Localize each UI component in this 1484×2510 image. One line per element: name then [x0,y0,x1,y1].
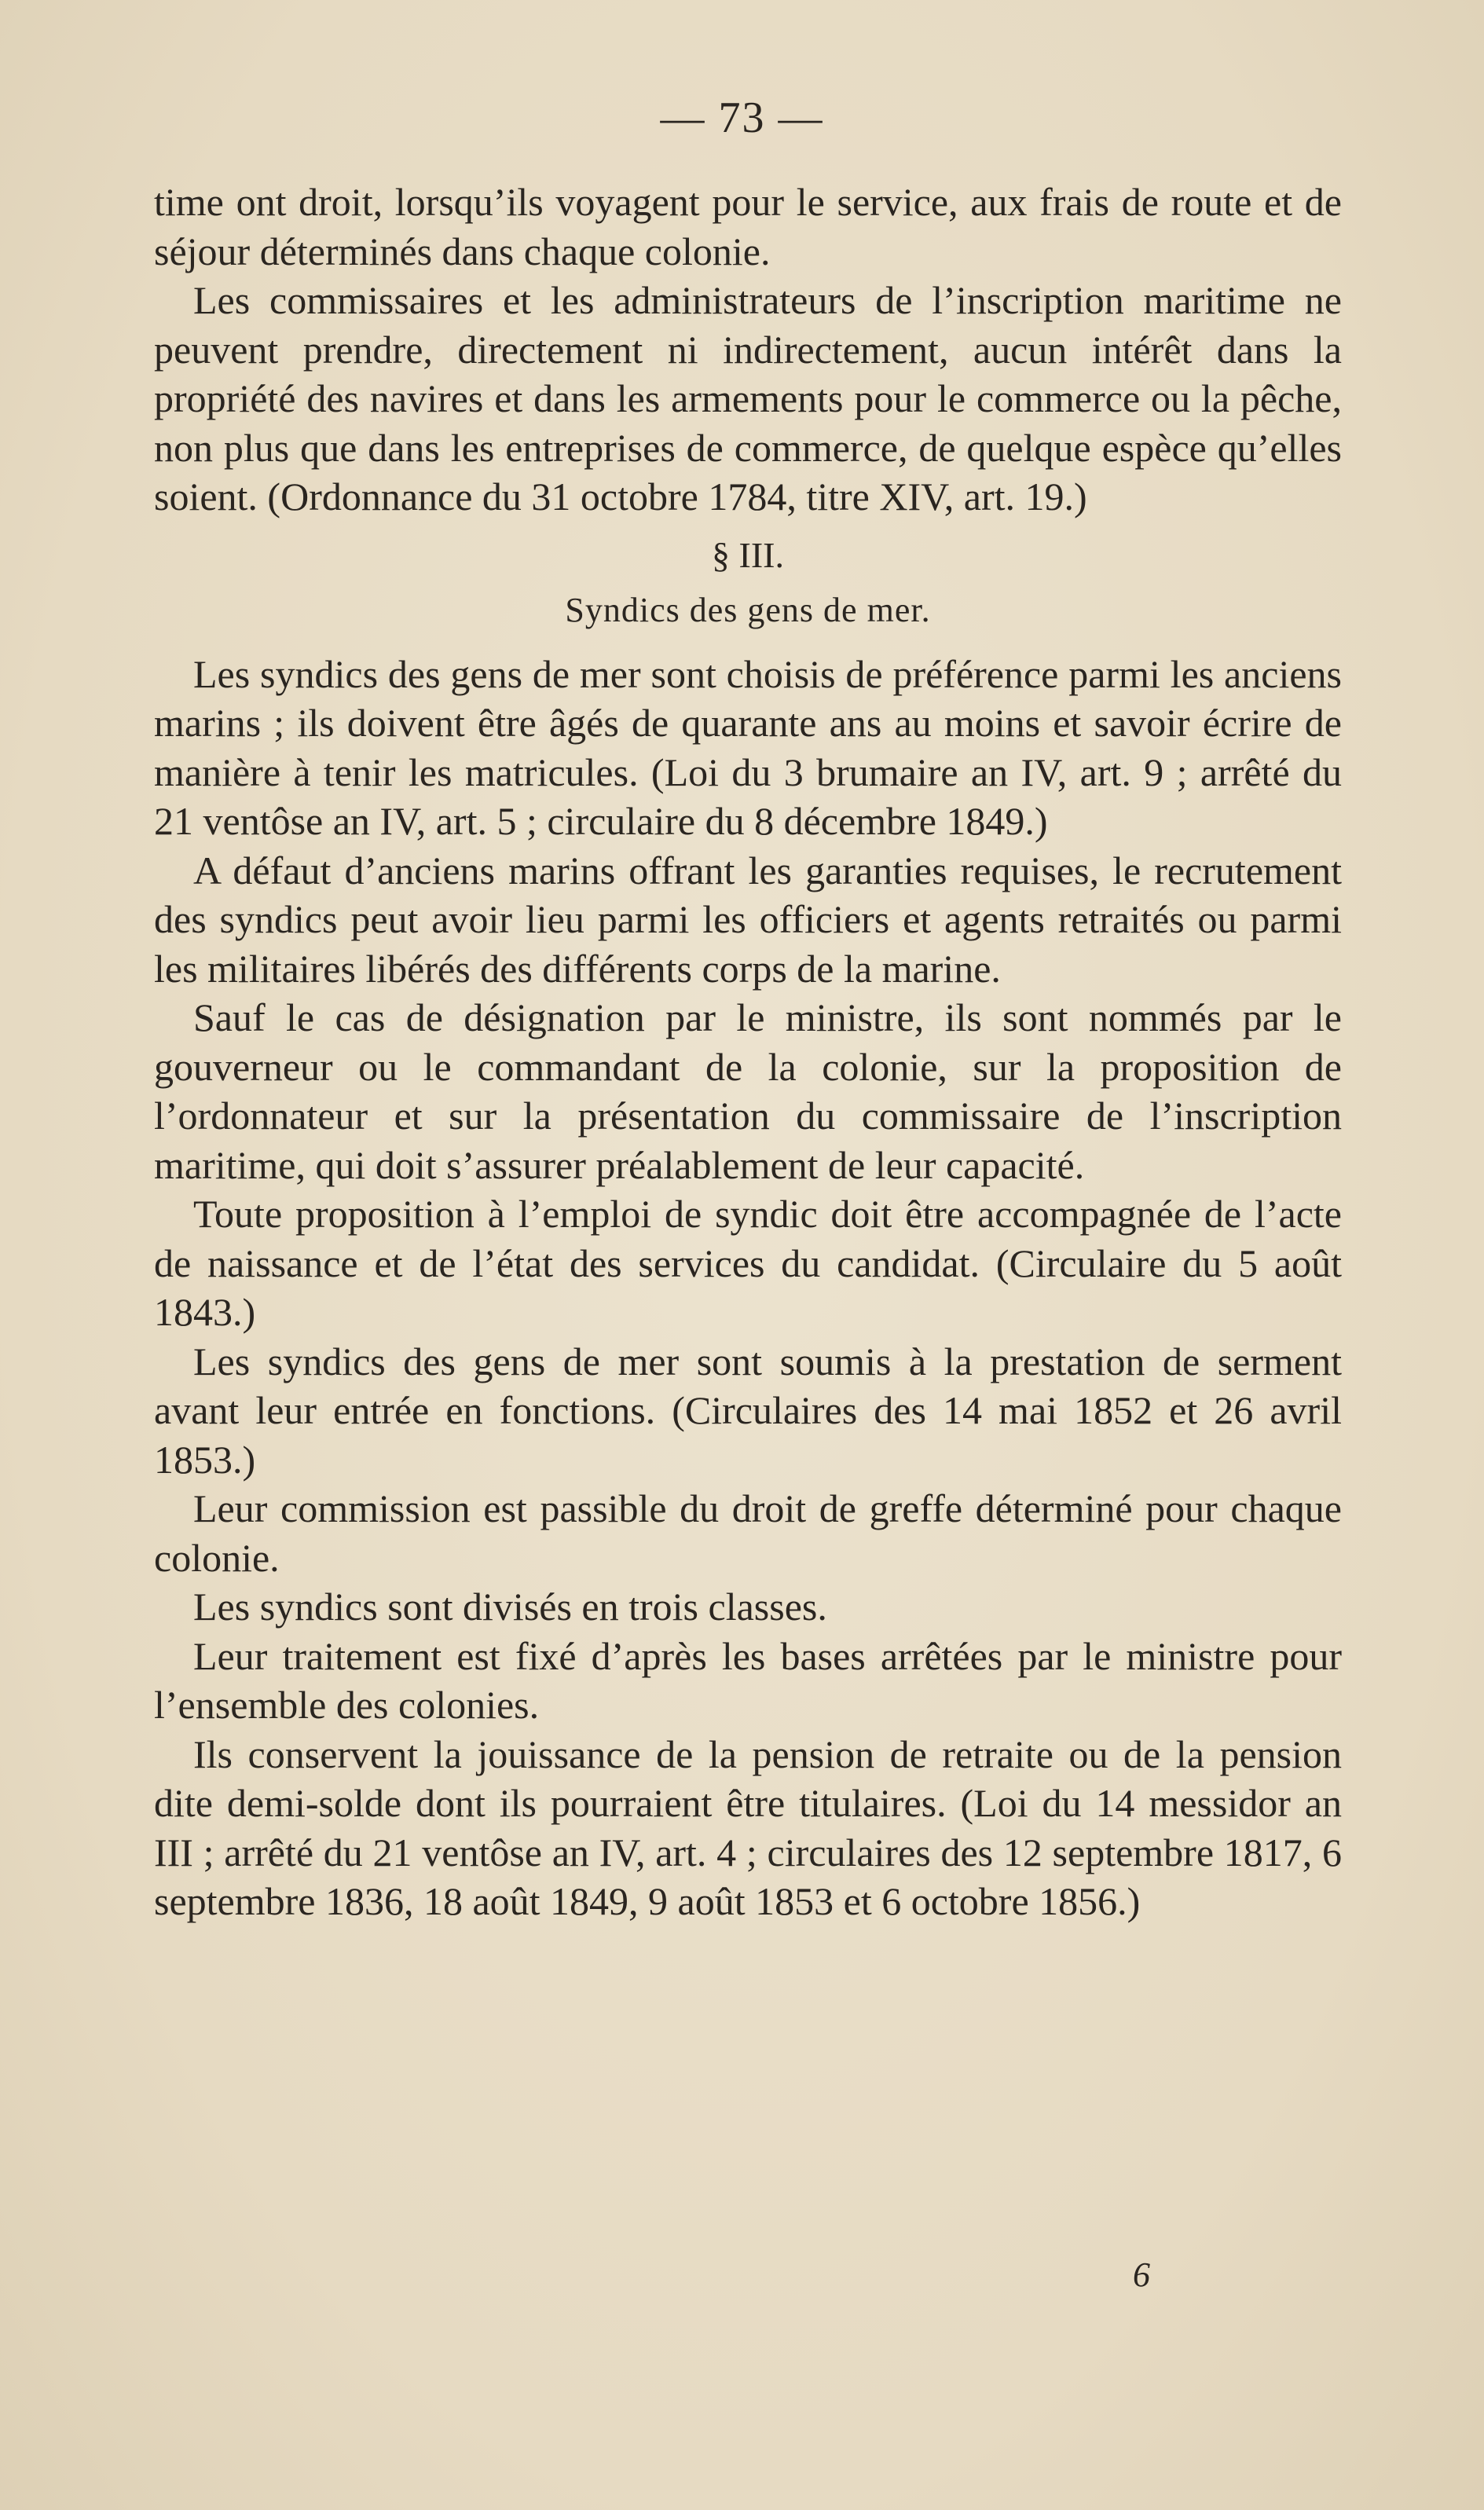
paragraph: A défaut d’anciens marins offrant les garanties requises, le recrutement des syndics peut avoir lieu parmi les officiers et agents retraités ou parmi les militaires libérés des différents corps de la marine. [154,848,1342,991]
paragraph: Les commissaires et les administrateurs de l’inscription maritime ne peuvent prendre, directement ni indirectement, aucun intérêt dans la propriété des navires et dans les armements pour le commerce ou la pêche, non plus que dans les entreprises de commerce, de quelque espèce qu’elles soient. (Ordonnance du 31 octobre 1784, titre XIV, art. 19.) [154,278,1342,518]
paragraph: Leur traitement est fixé d’après les bases arrêtées par le ministre pour l’ensemble des colonies. [154,1633,1342,1727]
signature-mark: 6 [1133,2255,1150,2294]
paragraph: Leur commission est passible du droit de greffe déterminé pour chaque colonie. [154,1486,1342,1580]
paragraph: Toute proposition à l’emploi de syndic doit être accompagnée de l’acte de naissance et de l’état des services du candidat. (Circulaire du 5 août 1843.) [154,1192,1342,1334]
paragraph: Les syndics des gens de mer sont choisis de préférence parmi les anciens marins ; ils doivent être âgés de quarante ans au moins et savoir écrire de manière à tenir les matricules. (Loi du 3 brumaire an IV, art. 9 ; arrêté du 21 ventôse an IV, art. 5 ; circulaire du 8 décembre 1849.) [154,651,1342,843]
paragraph: time ont droit, lorsqu’ils voyagent pour le service, aux frais de route et de séjour déterminés dans chaque colonie. [154,180,1342,273]
section-mark: § III. [712,534,784,575]
body-text [154,178,1342,1926]
section-title: Syndics des gens de mer. [565,591,931,629]
paragraph: Sauf le cas de désignation par le ministre, ils sont nommés par le gouverneur ou le commandant de la colonie, sur la proposition de l’ordonnateur et sur la présentation du commissaire de l’inscription maritime, qui doit s’assurer préalablement de leur capacité. [154,995,1342,1187]
paragraph: Ils conservent la jouissance de la pension de retraite ou de la pension dite demi-solde dont ils pourraient être titulaires. (Loi du 14 messidor an III ; arrêté du 21 ventôse an IV, art. 4 ; circulaires des 12 septembre 1817, 6 septembre 1836, 18 août 1849, 9 août 1853 et 6 octobre 1856.) [154,1731,1342,1923]
paragraph: Les syndics sont divisés en trois classes. [193,1585,827,1629]
page-number: — 73 — [660,93,824,142]
paragraph: Les syndics des gens de mer sont soumis à la prestation de serment avant leur entrée en fonctions. (Circulaires des 14 mai 1852 et 26 avril 1853.) [154,1339,1342,1482]
